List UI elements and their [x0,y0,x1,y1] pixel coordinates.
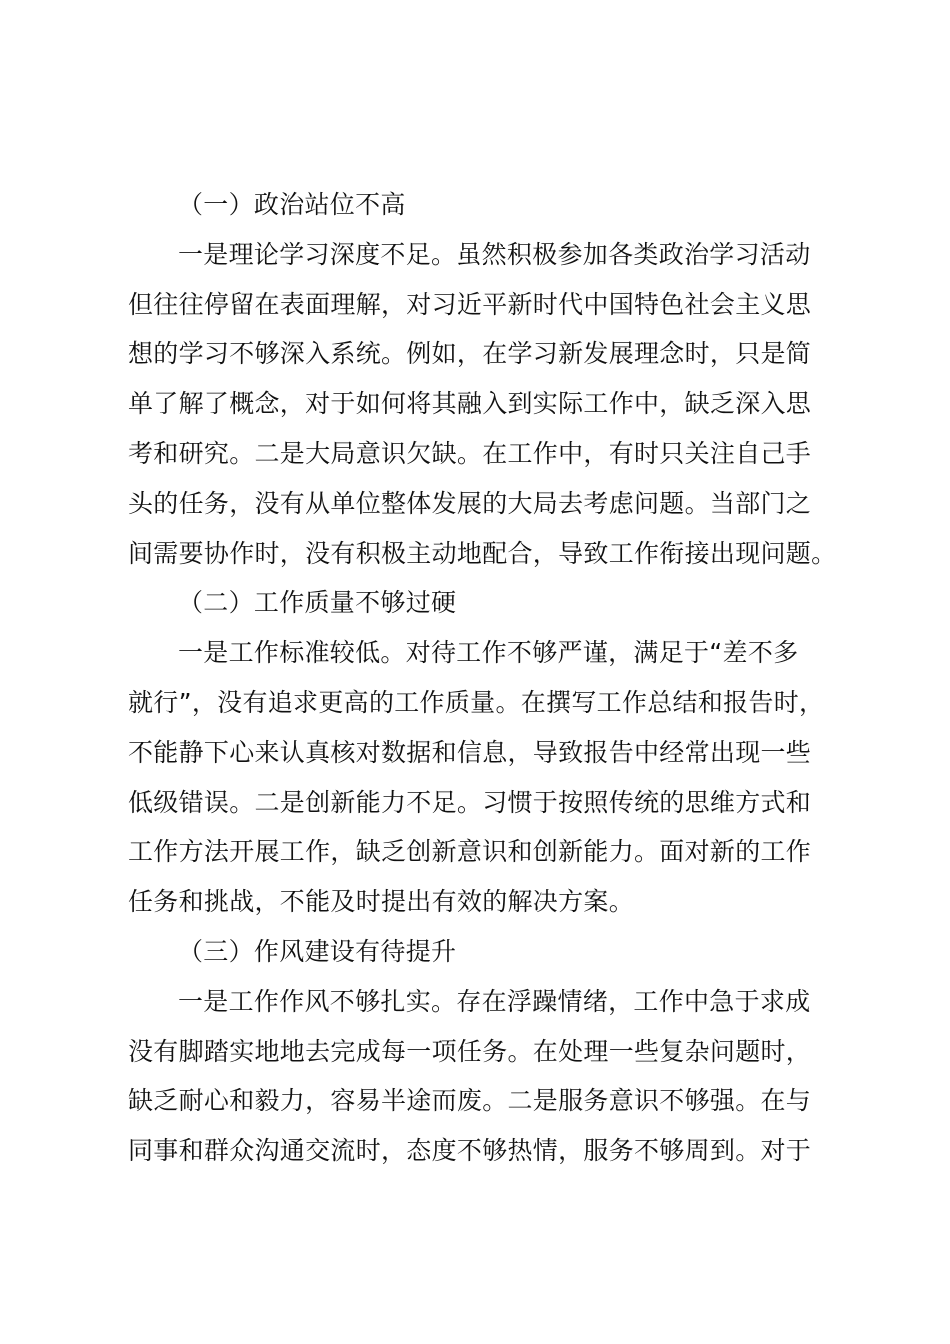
paragraph-line: 想的学习不够深入系统。例如，在学习新发展理念时，只是简 [128,339,812,369]
paragraph-line: 头的任务，没有从单位整体发展的大局去考虑问题。当部门之 [128,488,812,518]
paragraph-line: 低级错误。二是创新能力不足。习惯于按照传统的思维方式和 [128,787,812,817]
paragraph-line: 但往往停留在表面理解，对习近平新时代中国特色社会主义思 [128,289,812,319]
section-heading-3: （三）作风建设有待提升 [178,936,457,966]
paragraph-line: 单了解了概念，对于如何将其融入到实际工作中，缺乏深入思 [128,389,812,419]
section-heading-2: （二）工作质量不够过硬 [178,588,457,618]
paragraph-line: 同事和群众沟通交流时，态度不够热情，服务不够周到。对于 [128,1136,812,1166]
document-body [128,180,837,1176]
paragraph-line: 不能静下心来认真核对数据和信息，导致报告中经常出现一些 [128,737,812,767]
section-heading-1: （一）政治站位不高 [178,190,406,219]
paragraph-line: 任务和挑战，不能及时提出有效的解决方案。 [128,887,635,917]
paragraph-line: 考和研究。二是大局意识欠缺。在工作中，有时只关注自己手 [128,438,812,468]
paragraph-line: 一是工作标准较低。对待工作不够严谨，满足于“差不多 [178,638,799,668]
paragraph-line: 一是工作作风不够扎实。存在浮躁情绪，工作中急于求成 [178,986,811,1016]
paragraph-line: 间需要协作时，没有积极主动地配合，导致工作衔接出现问题。 [128,538,837,568]
paragraph-line: 没有脚踏实地地去完成每一项任务。在处理一些复杂问题时， [128,1036,812,1066]
paragraph-line: 工作方法开展工作，缺乏创新意识和创新能力。面对新的工作 [128,837,812,867]
paragraph-line: 就行”，没有追求更高的工作质量。在撰写工作总结和报告时， [128,687,825,717]
paragraph-line: 缺乏耐心和毅力，容易半途而废。二是服务意识不够强。在与 [128,1086,812,1116]
paragraph-line: 一是理论学习深度不足。虽然积极参加各类政治学习活动 [178,239,811,269]
